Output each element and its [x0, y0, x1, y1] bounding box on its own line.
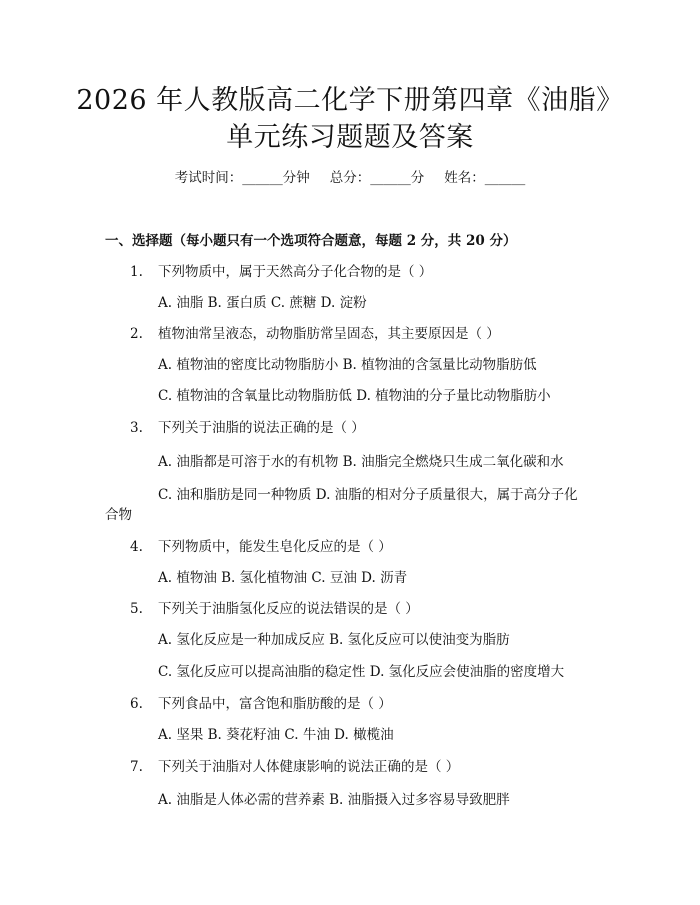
- exam-info-row: [0, 168, 700, 188]
- question-stem: 下列食品中，富含饱和脂肪酸的是（ ）: [158, 696, 392, 712]
- exam-time-field: 考试时间：______分钟: [174, 170, 310, 186]
- question-2-options-ab: A. 植物油的密度比动物脂肪小 B. 植物油的含氢量比动物脂肪低: [158, 357, 537, 373]
- question-number: 3.: [130, 420, 143, 436]
- question-1-options: A. 油脂 B. 蛋白质 C. 蔗糖 D. 淀粉: [158, 295, 367, 311]
- question-stem: 下列物质中，能发生皂化反应的是（ ）: [158, 539, 392, 555]
- section-heading-choice: 一、选择题（每小题只有一个选项符合题意，每题 2 分，共 20 分）: [105, 233, 517, 249]
- question-5: [130, 599, 600, 619]
- question-3-options-ab: A. 油脂都是可溶于水的有机物 B. 油脂完全燃烧只生成二氧化碳和水: [158, 454, 564, 470]
- question-3-options-wrap: 合物: [105, 507, 132, 523]
- question-stem: 植物油常呈液态，动物脂肪常呈固态，其主要原因是（ ）: [158, 326, 500, 342]
- question-6: [130, 694, 600, 714]
- question-4: [130, 537, 600, 557]
- question-6-options: A. 坚果 B. 葵花籽油 C. 牛油 D. 橄榄油: [158, 727, 394, 743]
- question-stem: 下列关于油脂氢化反应的说法错误的是（ ）: [158, 601, 419, 617]
- question-stem: 下列关于油脂对人体健康影响的说法正确的是（ ）: [158, 759, 460, 775]
- question-4-options: A. 植物油 B. 氢化植物油 C. 豆油 D. 沥青: [158, 570, 408, 586]
- document-title-line1: 2026 年人教版高二化学下册第四章《油脂》: [76, 85, 624, 116]
- question-number: 6.: [130, 696, 143, 712]
- question-number: 2.: [130, 326, 143, 342]
- question-3: [130, 418, 600, 438]
- question-2-options-cd: C. 植物油的含氧量比动物脂肪低 D. 植物油的分子量比动物脂肪小: [158, 388, 551, 404]
- student-name-field: 姓名：______: [444, 170, 526, 186]
- question-7: [130, 757, 600, 777]
- exam-score-field: 总分：______分: [329, 170, 425, 186]
- question-number: 7.: [130, 759, 143, 775]
- document-title-line2: 单元练习题题及答案: [226, 122, 474, 153]
- question-stem: 下列物质中，属于天然高分子化合物的是（ ）: [158, 264, 433, 280]
- question-3-options-cd: C. 油和脂肪是同一种物质 D. 油脂的相对分子质量很大，属于高分子化: [158, 487, 578, 503]
- question-2: [130, 324, 600, 344]
- question-5-options-ab: A. 氢化反应是一种加成反应 B. 氢化反应可以使油变为脂肪: [158, 632, 510, 648]
- question-stem: 下列关于油脂的说法正确的是（ ）: [158, 420, 365, 436]
- question-number: 1.: [130, 264, 143, 280]
- question-1: [130, 262, 600, 282]
- question-number: 5.: [130, 601, 143, 617]
- question-7-options: A. 油脂是人体必需的营养素 B. 油脂摄入过多容易导致肥胖: [158, 792, 510, 808]
- question-number: 4.: [130, 539, 143, 555]
- question-5-options-cd: C. 氢化反应可以提高油脂的稳定性 D. 氢化反应会使油脂的密度增大: [158, 664, 565, 680]
